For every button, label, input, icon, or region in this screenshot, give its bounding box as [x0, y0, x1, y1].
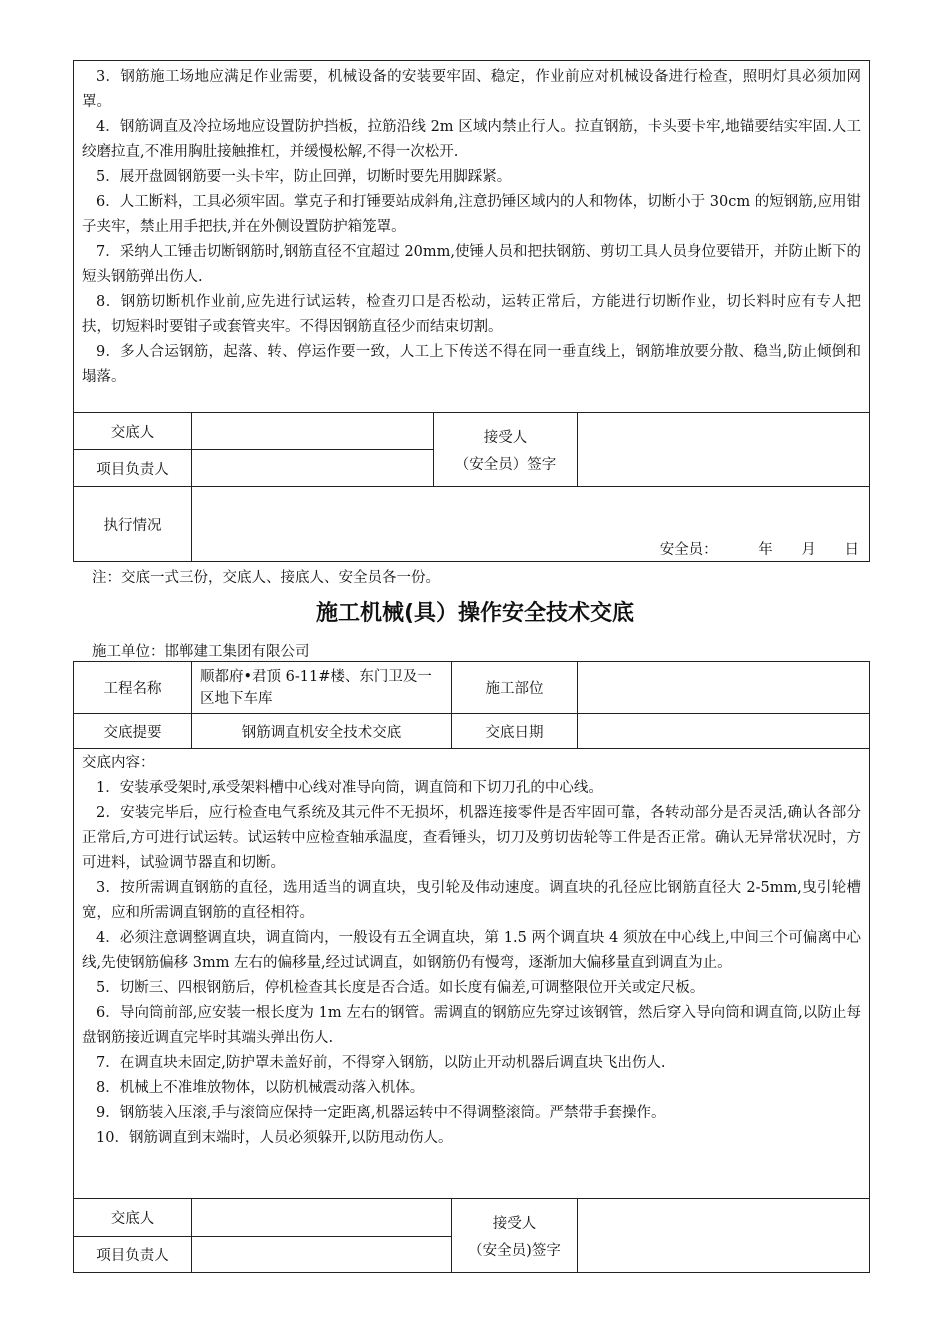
execution-label: 执行情况 [74, 487, 192, 562]
summary-value: 钢筋调直机安全技术交底 [192, 714, 452, 749]
rule-item: 2．安装完毕后，应行检查电气系统及其元件不无损坏，机器连接零件是否牢固可靠，各转动部分是否灵活,确认各部分正常后,方可进行试运转。试运转中应检查轴承温度，查看锤头，切刀及剪切齿轮等工件是否正常。确认无异常状况时，方可进料，试验调节器直和切断。 [82, 805, 861, 871]
date-field[interactable] [578, 714, 870, 749]
rule-item: 6．导向筒前部,应安装一根长度为 1m 左右的钢管。需调直的钢筋应先穿过该钢管，然后穿入导向筒和调直筒,以防止每盘钢筋接近调直完毕时其端头弹出伤人. [82, 1005, 861, 1046]
disclosure-content-2 [74, 749, 870, 1199]
project-name-value: 顺都府•君顶 6-11#楼、东门卫及一区地下车库 [192, 662, 452, 714]
rule-item: 8．机械上不准堆放物体，以防机械震动落入机体。 [96, 1080, 425, 1096]
rule-item: 9．多人合运钢筋，起落、转、停运作要一致，人工上下传送不得在同一垂直线上，钢筋堆放要分散、稳当,防止倾倒和塌落。 [82, 344, 862, 385]
manager-signature-field[interactable] [192, 450, 434, 487]
rule-item: 3．钢筋施工场地应满足作业需要，机械设备的安装要牢固、稳定，作业前应对机械设备进行检查，照明灯具必须加网罩。 [82, 69, 862, 110]
receiver-label-line2: （安全员）签字 [454, 456, 557, 473]
copies-note: 注：交底一式三份，交底人、接底人、安全员各一份。 [92, 570, 440, 586]
rule-item: 9．钢筋装入压滚,手与滚筒应保持一定距离,机器运转中不得调整滚筒。严禁带手套操作。 [96, 1105, 666, 1121]
rule-item: 5．展开盘圆钢筋要一头卡牢，防止回弹，切断时要先用脚踩紧。 [96, 169, 512, 185]
discloser-label: 交底人 [74, 413, 192, 450]
disclosure-content-1 [74, 61, 870, 413]
rule-item: 4．钢筋调直及冷拉场地应设置防护挡板，拉筋沿线 2m 区域内禁止行人。拉直钢筋，卡头要卡牢,地锚要结实牢固.人工绞磨拉直,不准用胸肚接触推杠，并缓慢松解,不得一次松开. [82, 119, 862, 160]
receiver-signature-field-2[interactable] [578, 1199, 870, 1273]
summary-label: 交底提要 [74, 714, 192, 749]
day-label: 日 [844, 542, 860, 558]
rule-item: 1．安装承受架时,承受架料槽中心线对准导向筒，调直筒和下切刀孔的中心线。 [96, 780, 603, 796]
rule-item: 7．在调直块未固定,防护罩未盖好前，不得穿入钢筋，以防止开动机器后调直块飞出伤人. [96, 1055, 666, 1071]
discloser-label-2: 交底人 [74, 1199, 192, 1237]
manager-label-2: 项目负责人 [74, 1237, 192, 1273]
receiver-signature-field[interactable] [578, 413, 870, 487]
construction-unit: 施工单位：邯郸建工集团有限公司 [92, 644, 310, 660]
rule-item: 6．人工断料，工具必须牢固。掌克子和打锤要站成斜角,注意扔锤区域内的人和物体，切断小于 30cm 的短钢筋,应用钳子夹牢，禁止用手把扶,并在外侧设置防护箱笼罩。 [82, 194, 862, 235]
receiver-label-2 [452, 1199, 578, 1273]
receiver-label [434, 413, 578, 487]
receiver-label-line1: 接受人 [483, 429, 528, 446]
month-label: 月 [801, 542, 816, 558]
rule-item: 8．钢筋切断机作业前,应先进行试运转，检查刃口是否松动，运转正常后，方能进行切断作业，切长料时应有专人把扶，切短料时要钳子或套管夹牢。不得因钢筋直径少而结束切割。 [82, 294, 862, 335]
rule-item: 5．切断三、四根钢筋后，停机检查其长度是否合适。如长度有偏差,可调整限位开关或定尺板。 [96, 980, 705, 996]
year-label: 年 [758, 542, 773, 558]
location-label: 施工部位 [452, 662, 578, 714]
discloser-signature-field-2[interactable] [192, 1199, 452, 1237]
manager-signature-field-2[interactable] [192, 1237, 452, 1273]
disclosure-table-2 [73, 661, 870, 1273]
rule-item: 4．必须注意调整调直块，调直筒内，一般设有五全调直块，第 1.5 两个调直块 4 须放在中心线上,中间三个可偏离中心线,先使钢筋偏移 3mm 左右的偏移量,经过试调直，如钢筋仍有慢弯，逐渐加大偏移量直到调直为止。 [82, 930, 861, 971]
discloser-signature-field[interactable] [192, 413, 434, 450]
disclosure-table-1 [73, 60, 870, 562]
safety-officer-label: 安全员： [659, 542, 718, 558]
rule-item: 7．采纳人工锤击切断钢筋时,钢筋直径不宜超过 20mm,使锤人员和把扶钢筋、剪切工具人员身位要错开，并防止断下的短头钢筋弹出伤人. [82, 244, 862, 285]
location-field[interactable] [578, 662, 870, 714]
receiver-label-2-line2: （安全员)签字 [468, 1242, 561, 1259]
content-heading: 交底内容： [82, 755, 155, 771]
project-name-label: 工程名称 [74, 662, 192, 714]
receiver-label-2-line1: 接受人 [492, 1215, 537, 1232]
rule-item: 3．按所需调直钢筋的直径，选用适当的调直块，曳引轮及伟动速度。调直块的孔径应比钢筋直径大 2-5mm,曳引轮槽宽，应和所需调直钢筋的直径相符。 [82, 880, 861, 921]
date-label: 交底日期 [452, 714, 578, 749]
document-title: 施工机械(具）操作安全技术交底 [315, 601, 635, 626]
rule-item: 10．钢筋调直到末端时，人员必须躲开,以防甩动伤人。 [96, 1130, 453, 1146]
safety-officer-date-line [636, 538, 859, 559]
execution-field[interactable] [192, 487, 870, 562]
manager-label: 项目负责人 [74, 450, 192, 487]
